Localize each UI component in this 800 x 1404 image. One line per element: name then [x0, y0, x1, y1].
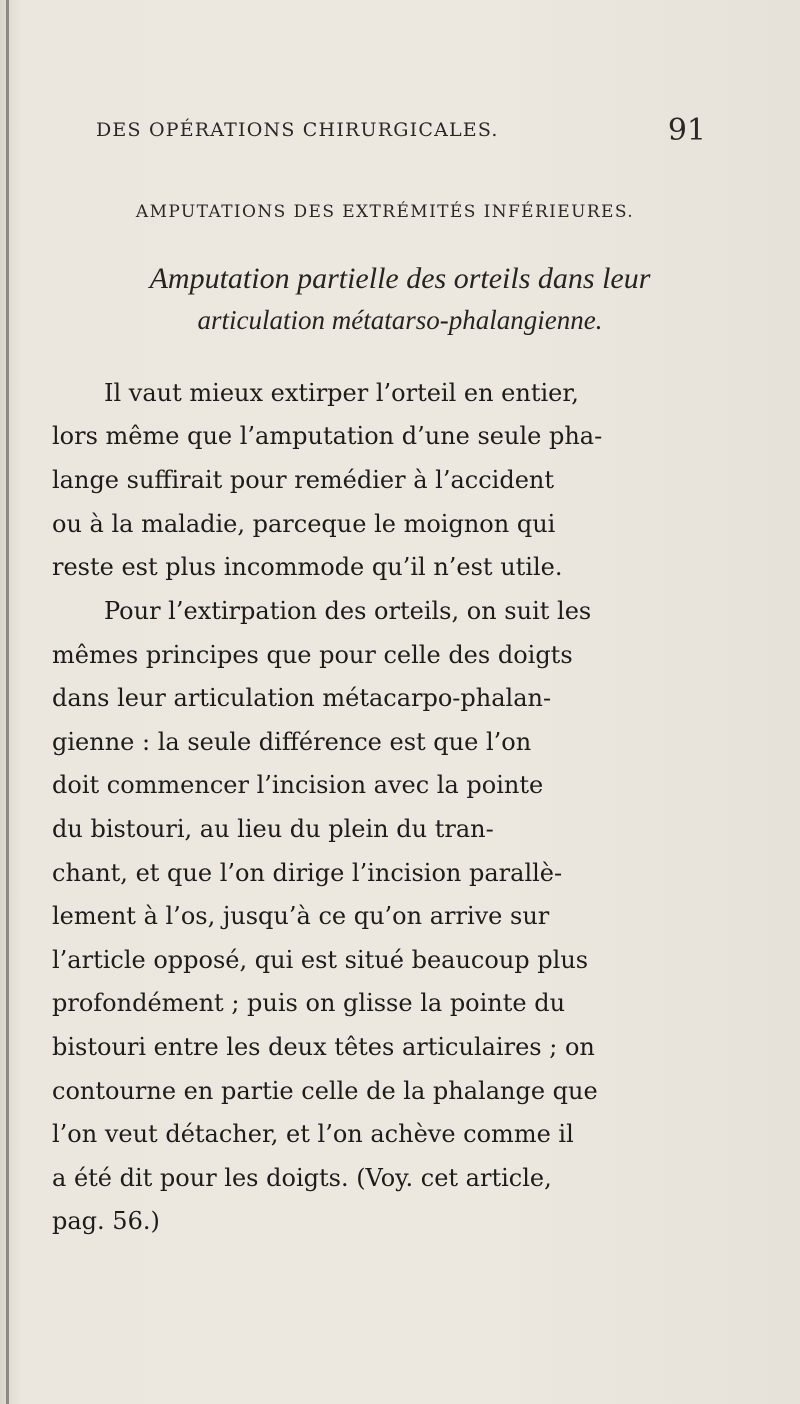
paragraph-2-line: doit commencer l’incision avec la pointe — [52, 771, 544, 799]
paragraph-2-line: du bistouri, au lieu du plein du tran- — [52, 815, 494, 843]
paragraph-2-line: dans leur articulation métacarpo-phalan- — [52, 684, 552, 712]
paragraph-1-line: lange suffirait pour remédier à l’accident — [52, 466, 554, 494]
page-header — [96, 113, 706, 153]
paragraph-2-line: gienne : la seule différence est que l’on — [52, 728, 532, 756]
section-title: AMPUTATIONS DES EXTRÉMITÉS INFÉRIEURES. — [135, 202, 635, 222]
page-number: 91 — [667, 113, 706, 148]
paragraph-1-line: ou à la maladie, parceque le moignon qui — [52, 510, 556, 538]
paragraph-1-line: lors même que l’amputation d’une seule pha- — [52, 422, 603, 450]
subtitle-line-2: articulation métatarso-phalangienne. — [197, 305, 603, 335]
paragraph-2-line: Pour l’extirpation des orteils, on suit les — [104, 597, 592, 625]
paragraph-2-line: a été dit pour les doigts. (Voy. cet article, — [52, 1164, 552, 1192]
binding-edge — [6, 0, 9, 1404]
paragraph-2-line: l’on veut détacher, et l’on achève comme il — [52, 1120, 574, 1148]
paragraph-1-line: Il vaut mieux extirper l’orteil en entier, — [104, 379, 579, 407]
paragraph-2-line: chant, et que l’on dirige l’incision parallè- — [52, 859, 563, 887]
paragraph-2-line: lement à l’os, jusqu’à ce qu’on arrive sur — [52, 902, 550, 930]
paragraph-2-line: mêmes principes que pour celle des doigts — [52, 641, 573, 669]
running-head: DES OPÉRATIONS CHIRURGICALES. — [96, 119, 499, 141]
paragraph-2-line: profondément ; puis on glisse la pointe du — [52, 989, 566, 1017]
paragraph-2-line: contourne en partie celle de la phalange que — [52, 1077, 598, 1105]
paragraph-2-line: l’article opposé, qui est situé beaucoup plus — [52, 946, 589, 974]
paragraph-2-line: pag. 56.) — [52, 1207, 160, 1235]
paragraph-1-line: reste est plus incommode qu’il n’est utile. — [52, 553, 563, 581]
paragraph-2-line: bistouri entre les deux têtes articulaires ; on — [52, 1033, 595, 1061]
subtitle-line-1: Amputation partielle des orteils dans leur — [149, 262, 651, 295]
